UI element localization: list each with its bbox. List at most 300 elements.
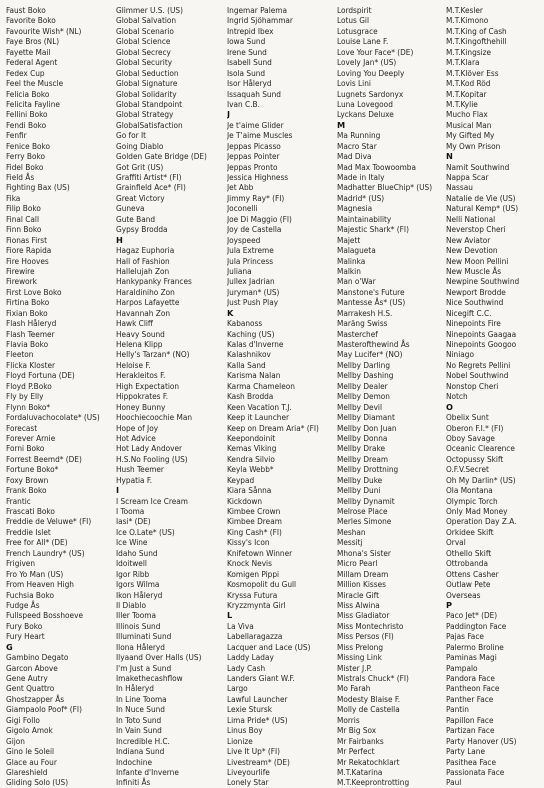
horse-name-entry: Floyd Fortuna (DE) — [6, 370, 75, 381]
horse-name-entry: Got Grit (US) — [116, 161, 164, 172]
horse-name-entry: Fullspeed Bosshoeve — [6, 610, 83, 621]
horse-name-entry: Oboy Savage — [446, 432, 495, 443]
horse-name-entry: Keepondoinit — [227, 432, 276, 443]
section-letter-heading: J — [227, 109, 231, 120]
horse-name-entry: Macro Star — [337, 140, 377, 151]
horse-name-entry: Grainfield Ace* (FI) — [116, 182, 186, 193]
horse-name-entry: GlobalSatisfaction — [116, 119, 183, 130]
horse-name-entry: Nappa Scar — [446, 172, 489, 182]
horse-name-entry: Federal Agent — [6, 57, 58, 68]
horse-name-entry: Lawful Launcher — [227, 693, 288, 704]
section-letter-heading: G — [6, 641, 13, 652]
horse-name-entry: Miss Montechristo — [337, 620, 404, 631]
horse-name-entry: Kosmopolit du Gull — [227, 579, 297, 590]
horse-name-entry: M.T.Kesler — [446, 5, 483, 15]
horse-name-entry: Gigolo Amok — [6, 725, 53, 736]
horse-name-entry: Linus Boy — [227, 725, 263, 736]
horse-name-entry: Field Ås — [6, 172, 35, 182]
horse-name-entry: Mellby Dream — [337, 453, 389, 464]
horse-name-entry: Hallelujah Zon — [116, 265, 170, 276]
horse-name-entry: Felicia Boko — [6, 88, 50, 99]
horse-name-entry: Forever Arnie — [6, 432, 56, 443]
column-3 — [227, 5, 329, 788]
horse-name-entry: Madhatter BlueChip* (US) — [337, 182, 433, 193]
horse-name-entry: Hippokrates F. — [116, 391, 169, 402]
horse-name-entry: Obelix Sunt — [446, 412, 489, 423]
horse-name-entry: Pandora Face — [446, 673, 495, 683]
horse-name-entry: Final Call — [6, 213, 40, 224]
horse-name-entry: Igor Ribb — [116, 568, 150, 579]
horse-name-entry: Live It Up* (FI) — [227, 746, 281, 757]
section-letter-heading: O — [446, 401, 453, 412]
horse-name-entry: Party Hanover (US) — [446, 735, 517, 746]
horse-name-entry: Fidel Boko — [6, 161, 44, 172]
horse-name-entry: King Cash* (FI) — [227, 526, 282, 537]
horse-name-entry: In Line Tooma — [116, 693, 167, 704]
horse-name-entry: Paddington Face — [446, 620, 507, 631]
horse-name-entry: Nonstop Cheri — [446, 380, 499, 391]
horse-name-entry: Gliding Solo (US) — [6, 777, 69, 788]
horse-name-entry: Masterofthewind Ås — [337, 339, 410, 349]
horse-name-entry: Irene Sund — [227, 46, 267, 57]
horse-name-entry: I'm Just a Sund — [116, 662, 172, 673]
horse-name-entry: Malinka — [337, 255, 366, 266]
horse-name-entry: Mellby Darling — [337, 359, 391, 370]
horse-name-entry: Glace au Four — [6, 756, 57, 767]
horse-name-entry: Jula Extreme — [227, 245, 274, 256]
horse-name-entry: Kalla Sand — [227, 359, 266, 370]
horse-name-entry: Mellby Drottning — [337, 464, 399, 475]
horse-name-entry: Mellby Duni — [337, 485, 381, 496]
horse-name-entry: Iowa Sund — [227, 36, 266, 47]
horse-name-entry: Havannah Zon — [116, 307, 171, 318]
horse-name-entry: Kryssa Futura — [227, 589, 278, 600]
horse-name-entry: Orkidee Skift — [446, 526, 494, 537]
horse-name-entry: Gino le Soleil — [6, 746, 55, 757]
horse-name-entry: Paminas Magi — [446, 652, 497, 663]
horse-name-entry: Nelli National — [446, 213, 496, 224]
horse-name-entry: Free for All* (DE) — [6, 537, 68, 548]
horse-name-entry: Floyd P.Boko — [6, 380, 52, 391]
horse-name-entry: Knifetown Winner — [227, 547, 293, 558]
horse-name-entry: Mr Fairbanks — [337, 735, 384, 746]
horse-name-entry: Mellby Duke — [337, 474, 383, 485]
column-4 — [337, 5, 443, 788]
horse-name-entry: Jimmy Ray* (FI) — [227, 192, 285, 203]
horse-name-entry: In Håleryd — [116, 683, 154, 694]
horse-name-entry: Lotus Gil — [337, 15, 369, 26]
horse-name-entry: Je T'aime Muscles — [227, 130, 293, 141]
horse-name-entry: Octopussy Skift — [446, 453, 504, 464]
horse-name-entry: Olympic Torch — [446, 495, 498, 506]
horse-name-entry: New Moon Pellini — [446, 255, 509, 266]
horse-name-entry: Newpine Southwind — [446, 276, 520, 287]
horse-name-entry: Niniago — [446, 349, 474, 360]
horse-name-entry: Haraldiniho Zon — [116, 286, 175, 297]
horse-name-entry: Ikon Håleryd — [116, 589, 163, 600]
horse-name-entry: Million Kisses — [337, 579, 386, 590]
horse-name-entry: Hoochiecoochie Man — [116, 412, 193, 423]
horse-name-entry: Labellaragazza — [227, 631, 283, 642]
horse-name-entry: Missing Link — [337, 652, 382, 663]
horse-name-entry: Natalie de Vie (US) — [446, 192, 516, 203]
horse-name-entry: Nassau — [446, 182, 473, 193]
horse-name-entry: Forecast — [6, 422, 38, 433]
horse-name-entry: Notch — [446, 391, 468, 402]
horse-name-entry: Ninepoints Fire — [446, 318, 501, 329]
horse-name-entry: Miracle Gift — [337, 589, 380, 600]
horse-name-entry: Jeppas Pointer — [227, 151, 280, 162]
horse-name-entry: Feel the Muscle — [6, 78, 64, 89]
horse-name-entry: Kissy's Icon — [227, 537, 270, 548]
horse-name-entry: Paco Jet* (DE) — [446, 610, 498, 621]
horse-name-entry: Jeppas Pronto — [227, 161, 278, 172]
horse-name-entry: Pajas Face — [446, 631, 484, 642]
horse-name-entry: Gent Quattro — [6, 683, 55, 694]
horse-name-entry: Foxy Brown — [6, 474, 49, 485]
horse-name-entry: Hankypanky Frances — [116, 276, 192, 287]
horse-name-entry: Fro Yo Man (US) — [6, 568, 64, 579]
horse-name-entry: Fixian Boko — [6, 307, 48, 318]
horse-name-entry: Gijon — [6, 735, 25, 746]
horse-name-entry: Love Your Face* (DE) — [337, 46, 414, 57]
horse-name-entry: Lordspirit — [337, 5, 372, 15]
horse-name-entry: Isola Sund — [227, 67, 266, 78]
horse-name-entry: Pantin — [446, 704, 469, 715]
horse-name-entry: Fendi Boko — [6, 119, 47, 130]
horse-name-entry: Fire Hooves — [6, 255, 49, 266]
horse-name-entry: M.T.Katarina — [337, 766, 383, 777]
horse-name-entry: Ivan C.B. — [227, 98, 260, 109]
horse-name-entry: Ola Montana — [446, 485, 493, 496]
horse-name-entry: I Tooma — [116, 506, 145, 516]
horse-name-entry: Il Diablo — [116, 599, 147, 610]
horse-name-entry: Keep it Launcher — [227, 412, 290, 423]
horse-name-entry: Guneva — [116, 203, 145, 214]
horse-name-entry: Maintainability — [337, 213, 392, 224]
section-letter-heading: K — [227, 307, 234, 318]
horse-name-entry: Global Signature — [116, 78, 178, 89]
section-letter-heading: H — [116, 234, 123, 245]
horse-name-entry: Juliana — [227, 265, 252, 276]
horse-name-entry: Hope of Joy — [116, 422, 159, 433]
horse-name-entry: Indiana Sund — [116, 746, 165, 757]
horse-name-entry: Hall of Fashion — [116, 255, 170, 266]
horse-name-entry: Keen Vacation T.J. — [227, 401, 292, 412]
horse-name-entry: Micro Pearl — [337, 558, 378, 569]
section-letter-heading: P — [446, 599, 453, 610]
horse-name-entry: Hypatia F. — [116, 474, 153, 485]
horse-name-entry: Heavy Sound — [116, 328, 165, 339]
horse-name-entry: Gene Autry — [6, 673, 48, 683]
horse-name-entry: Ottens Casher — [446, 568, 499, 579]
horse-name-entry: Paul — [446, 777, 462, 788]
horse-name-entry: Fedex Cup — [6, 67, 45, 78]
horse-name-entry: Fayette Mail — [6, 46, 51, 57]
horse-name-entry: Just Push Play — [227, 297, 279, 308]
horse-name-entry: Fleeton — [6, 349, 34, 360]
horse-name-entry: Kabanoss — [227, 318, 263, 329]
horse-name-entry: Frantic — [6, 495, 31, 506]
horse-name-entry: Louise Lane F. — [337, 36, 389, 47]
horse-name-entry: Ottrobanda — [446, 558, 488, 569]
horse-name-entry: Lyckans Deluxe — [337, 109, 394, 120]
horse-name-entry: May Lucifer* (NO) — [337, 349, 403, 360]
horse-name-entry: Karma Chameleon — [227, 380, 295, 391]
horse-name-entry: Helly's Tarzan* (NO) — [116, 349, 190, 360]
horse-name-entry: Lonely Star — [227, 777, 269, 788]
horse-name-entry: No Regrets Pellini — [446, 359, 511, 370]
column-2 — [116, 5, 220, 788]
horse-name-entry: Lovis Lini — [337, 78, 371, 89]
horse-name-entry: Kickdown — [227, 495, 263, 506]
horse-name-entry: Illinois Sund — [116, 620, 161, 631]
horse-name-entry: Mellby Dealer — [337, 380, 388, 391]
horse-name-entry: M.T.Klöver Ess — [446, 67, 499, 78]
horse-name-entry: Jullex Jadrian — [227, 276, 275, 287]
horse-name-entry: Global Secrecy — [116, 46, 171, 57]
horse-name-entry: Partizan Face — [446, 725, 495, 736]
horse-name-entry: Mellby Diamant — [337, 412, 395, 423]
horse-name-entry: Flynn Boko* — [6, 401, 51, 412]
horse-name-entry: Fordaluvachocolate* (US) — [6, 412, 100, 423]
horse-name-entry: Manstone's Future — [337, 286, 405, 297]
horse-name-entry: Luna Lovegood — [337, 98, 393, 109]
horse-name-entry: Mellby Dynamit — [337, 495, 395, 506]
horse-name-entry: Lexie Stursk — [227, 704, 272, 715]
horse-name-entry: Heloise F. — [116, 359, 151, 370]
horse-name-entry: Firewire — [6, 265, 35, 276]
column-1 — [6, 5, 108, 788]
horse-name-entry: Finn Boko — [6, 224, 42, 235]
horse-name-entry: M.T.Keeprontrotting — [337, 777, 410, 788]
horse-name-entry: Pantheon Face — [446, 683, 500, 694]
horse-name-entry: Miss Gladiator — [337, 610, 390, 621]
horse-name-entry: Meshan — [337, 526, 366, 537]
horse-name-entry: Favourite Wish* (NL) — [6, 25, 82, 36]
horse-name-entry: Fighting Bax (US) — [6, 182, 70, 193]
horse-name-entry: Landers Giant W.F. — [227, 673, 295, 683]
horse-name-entry: Keypad — [227, 474, 255, 485]
horse-name-entry: Overseas — [446, 589, 481, 600]
horse-name-entry: Fika — [6, 192, 21, 203]
horse-name-entry: Global Seduction — [116, 67, 179, 78]
horse-name-entry: Fenfir — [6, 130, 27, 141]
horse-name-entry: Molly de Castella — [337, 704, 400, 715]
horse-name-entry: Keep on Dream Aria* (FI) — [227, 422, 319, 433]
horse-name-entry: New Devotion — [446, 245, 498, 256]
horse-name-entry: Operation Day Z.A. — [446, 516, 517, 527]
horse-name-entry: Neverstop Cheri — [446, 224, 506, 235]
horse-name-entry: Merles Simone — [337, 516, 392, 527]
horse-name-entry: Kryzzmynta Girl — [227, 599, 286, 610]
horse-name-entry: Majett — [337, 234, 361, 245]
horse-name-entry: Magnesia — [337, 203, 373, 214]
horse-name-entry: Gute Band — [116, 213, 156, 224]
section-letter-heading: N — [446, 151, 453, 162]
horse-name-entry: Only Mad Money — [446, 506, 508, 516]
horse-name-entry: High Expectation — [116, 380, 180, 391]
horse-name-entry: Global Security — [116, 57, 173, 68]
horse-name-entry: Faye Bros (NL) — [6, 36, 60, 47]
horse-name-entry: Igors Wilma — [116, 579, 160, 590]
horse-name-entry: Livestream* (DE) — [227, 756, 290, 767]
horse-name-entry: Mr Big Sox — [337, 725, 377, 736]
horse-name-entry: Global Science — [116, 36, 171, 47]
horse-name-entry: Incredible H.C. — [116, 735, 170, 746]
horse-name-entry: Ice O.Late* (US) — [116, 526, 175, 537]
horse-name-entry: Filip Boko — [6, 203, 41, 214]
horse-name-entry: I Scream Ice Cream — [116, 495, 188, 506]
horse-name-entry: Global Salvation — [116, 15, 177, 26]
horse-name-entry: Ferry Boko — [6, 151, 45, 162]
horse-name-entry: Laddy Laday — [227, 652, 274, 663]
horse-name-entry: Majestic Shark* (FI) — [337, 224, 409, 235]
horse-name-entry: M.T.Kimono — [446, 15, 489, 26]
horse-name-entry: Mr Perfect — [337, 746, 375, 757]
horse-name-entry: Global Scenario — [116, 25, 174, 36]
horse-name-entry: Pampalo — [446, 662, 478, 673]
horse-name-entry: Freddie de Veluwe* (FI) — [6, 516, 92, 527]
horse-name-entry: Flash Håleryd — [6, 318, 57, 329]
horse-name-entry: Je t'aime Glider — [227, 119, 284, 130]
horse-name-entry: Favorite Boko — [6, 15, 56, 26]
horse-name-entry: Faust Boko — [6, 5, 46, 15]
horse-name-entry: Loving You Deeply — [337, 67, 405, 78]
horse-name-entry: Infiniti Ås — [116, 777, 151, 788]
horse-name-entry: Made in Italy — [337, 172, 385, 182]
horse-name-entry: Isabell Sund — [227, 57, 272, 68]
horse-name-entry: M.T.Kingofthehill — [446, 36, 507, 47]
horse-name-entry: Lotusgrace — [337, 25, 378, 36]
horse-name-entry: Man o'War — [337, 276, 376, 287]
horse-name-entry: Nobel Southwind — [446, 370, 509, 381]
horse-name-entry: Madrid* (US) — [337, 192, 385, 203]
horse-name-entry: Ilona Håleryd — [116, 641, 165, 652]
horse-name-entry: Iller Tooma — [116, 610, 156, 621]
horse-name-entry: Ingemar Palema — [227, 5, 287, 15]
horse-name-entry: Felicita Fayline — [6, 98, 60, 109]
horse-name-entry: Ingrid Sjöhammar — [227, 15, 293, 26]
horse-name-entry: Global Strategy — [116, 109, 174, 120]
horse-name-entry: Lady Cash — [227, 662, 266, 673]
horse-name-entry: O.F.V.Secret — [446, 464, 489, 475]
horse-name-entry: Kemas Viking — [227, 443, 277, 454]
horse-name-entry: Mistrals Chuck* (FI) — [337, 673, 409, 683]
horse-name-entry: Going Diablo — [116, 140, 164, 151]
horse-name-entry: Flash Teemer — [6, 328, 55, 339]
horse-name-entry: Nicegift C.C. — [446, 307, 492, 318]
horse-name-entry: Kalashnikov — [227, 349, 271, 360]
horse-name-entry: Joyspeed — [227, 234, 261, 245]
horse-name-entry: Gypsy Brodda — [116, 224, 168, 235]
horse-name-entry: Garcon Above — [6, 662, 58, 673]
horse-name-entry: Flavia Boko — [6, 339, 49, 349]
horse-name-entry: Freddie Islet — [6, 526, 51, 537]
horse-name-entry: M.T.Klara — [446, 57, 480, 68]
horse-name-entry: Nice Southwind — [446, 297, 504, 308]
horse-name-entry: Hawk Cliff — [116, 318, 153, 329]
horse-name-entry: Firtina Boko — [6, 297, 50, 308]
horse-name-entry: Namit Southwind — [446, 161, 510, 172]
horse-name-entry: Mister J.P. — [337, 662, 373, 673]
horse-name-entry: Orval — [446, 537, 466, 548]
horse-name-entry: Oberon F.I.* (FI) — [446, 422, 504, 433]
horse-name-entry: Millam Dream — [337, 568, 389, 579]
horse-name-entry: H.S.No Fooling (US) — [116, 453, 188, 464]
horse-name-entry: Forni Boko — [6, 443, 45, 454]
horse-name-entry: Fionas First — [6, 234, 47, 245]
horse-name-entry: Hot Lady Andover — [116, 443, 183, 454]
horse-name-entry: Miss Persos (FI) — [337, 631, 394, 642]
horse-name-entry: Glimmer U.S. (US) — [116, 5, 183, 15]
horse-name-entry: Glareshield — [6, 766, 48, 777]
horse-name-entry: Kendra Silvio — [227, 453, 275, 464]
horse-name-entry: Lacquer and Lace (US) — [227, 641, 311, 652]
horse-name-entry: Fortune Boko* — [6, 464, 59, 475]
horse-name-entry: Firework — [6, 276, 37, 287]
horse-name-entry: Kimbee Dream — [227, 516, 282, 527]
horse-name-entry: M.T.Kopitar — [446, 88, 487, 99]
horse-name-entry: Ilyaand Over Halls (US) — [116, 652, 202, 663]
horse-name-entry: Liveyourlife — [227, 766, 270, 777]
horse-name-entry: Jeppas Picasso — [227, 140, 281, 151]
horse-name-entry: Imakethecashflow — [116, 673, 183, 683]
horse-name-entry: Knock Nevis — [227, 558, 272, 569]
horse-name-entry: Kaching (US) — [227, 328, 275, 339]
horse-name-entry: My Own Prison — [446, 140, 501, 151]
horse-name-entry: Miss Prelong — [337, 641, 383, 652]
horse-name-entry: Lovely Jan* (US) — [337, 57, 397, 68]
horse-name-entry: Idoitwell — [116, 558, 147, 569]
horse-name-entry: Miss Alwina — [337, 599, 380, 610]
horse-name-entry: Kiara Sånna — [227, 485, 272, 496]
horse-name-entry: Messitj — [337, 537, 363, 548]
horse-name-entry: French Laundry* (US) — [6, 547, 85, 558]
horse-name-entry: Lionize — [227, 735, 253, 746]
horse-name-entry: Mo Farah — [337, 683, 371, 694]
horse-name-entry: Hagaz Euphoria — [116, 245, 175, 256]
horse-name-entry: Jula Princess — [227, 255, 274, 266]
horse-name-entry: Mellby Dashing — [337, 370, 394, 381]
horse-name-entry: Go for It — [116, 130, 147, 141]
horse-name-entry: Isor Håleryd — [227, 78, 272, 89]
horse-name-entry: Mellby Don Juan — [337, 422, 397, 433]
horse-name-entry: Issaquah Sund — [227, 88, 281, 99]
horse-name-entry: Hot Advice — [116, 432, 156, 443]
horse-name-entry: Fury Heart — [6, 631, 45, 642]
horse-name-entry: Global Standpoint — [116, 98, 183, 109]
horse-name-entry: Great Victory — [116, 192, 165, 203]
horse-name-entry: Outlaw Pete — [446, 579, 491, 590]
horse-name-entry: Fenice Boko — [6, 140, 50, 151]
horse-name-entry: Kash Brodda — [227, 391, 274, 402]
horse-name-entry: Mellby Devil — [337, 401, 383, 412]
horse-name-entry: Graffiti Artist* (FI) — [116, 172, 182, 182]
horse-name-entry: Komigen Pippi — [227, 568, 280, 579]
horse-name-entry: Fiore Rapida — [6, 245, 52, 256]
horse-name-entry: M.T.Kod Röd — [446, 78, 491, 89]
horse-name-entry: M.T.Kingsize — [446, 46, 492, 57]
horse-name-entry: Karisma Nalan — [227, 370, 281, 381]
horse-name-entry: Oh My Darlin* (US) — [446, 474, 516, 485]
horse-name-entry: Passionata Face — [446, 766, 505, 777]
column-5 — [446, 5, 542, 788]
horse-name-entry: Papillon Face — [446, 714, 494, 725]
horse-name-entry: Kalas d'Inverne — [227, 339, 284, 349]
horse-name-entry: Juryman* (US) — [227, 286, 280, 297]
horse-name-entry: Marrakesh H.S. — [337, 307, 393, 318]
